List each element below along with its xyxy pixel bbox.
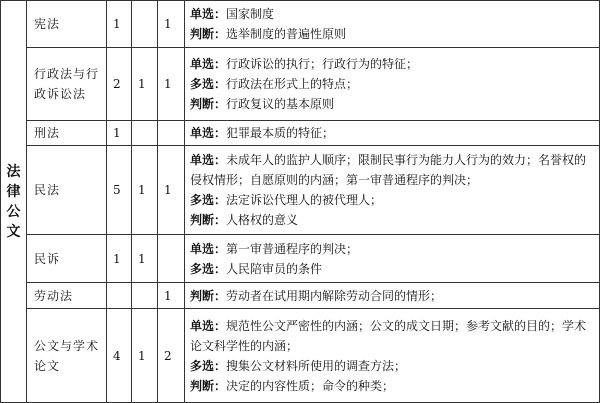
topic-line — [190, 286, 595, 306]
single-choice-count: 4 — [107, 309, 132, 403]
topic-description — [185, 309, 600, 403]
question-type-label: 单选： — [190, 318, 227, 333]
topic-text: 劳动者在试用期内解除劳动合同的情形； — [226, 288, 443, 303]
multi-choice-count: 1 — [132, 146, 158, 235]
topic-line — [190, 316, 595, 356]
topic-description — [185, 146, 600, 235]
subject-cell: 刑法 — [27, 121, 107, 146]
question-type-label: 单选： — [190, 7, 227, 21]
topic-line — [190, 190, 595, 210]
judgment-count: 1 — [158, 146, 185, 235]
subject-cell: 宪法 — [27, 1, 107, 48]
question-type-label: 单选： — [190, 153, 227, 167]
table-row — [1, 283, 600, 309]
subject-cell: 劳动法 — [27, 283, 107, 309]
topic-text: 行政复议的基本原则 — [226, 97, 335, 111]
subject-cell: 行政法与行政诉讼法 — [27, 48, 107, 121]
question-type-label: 多选： — [190, 261, 227, 276]
question-type-label: 多选： — [190, 193, 227, 207]
table-row — [1, 146, 600, 235]
topic-text: 人民陪审员的条件 — [226, 261, 323, 276]
topic-text: 未成年人的监护人顺序；限制民事行为能力人行为的效力；名誉权的侵权情形；自愿原则的内涵；第一审普通程序的判决； — [190, 153, 587, 187]
table-row — [1, 309, 600, 403]
question-type-label: 判断： — [190, 97, 227, 111]
single-choice-count: 1 — [107, 121, 132, 146]
topic-text: 行政法在形式上的特点； — [226, 77, 359, 91]
topic-line — [190, 54, 595, 74]
topic-description — [185, 48, 600, 121]
topic-description — [185, 235, 600, 283]
topic-text: 选举制度的普遍性原则 — [226, 27, 347, 41]
topic-line — [190, 210, 595, 230]
single-choice-count: 1 — [107, 235, 132, 283]
subject-cell: 公文与学术论文 — [27, 309, 107, 403]
topic-text: 决定的内容性质；命令的种类； — [226, 378, 395, 393]
judgment-count: 1 — [158, 1, 185, 48]
table-row — [1, 121, 600, 146]
judgment-count: 1 — [158, 283, 185, 309]
question-type-label: 判断： — [190, 27, 227, 41]
question-type-label: 多选： — [190, 77, 227, 91]
question-type-label: 单选： — [190, 57, 227, 71]
topic-text: 人格权的意义 — [226, 213, 299, 227]
topic-line — [190, 94, 595, 114]
question-type-label: 判断： — [190, 288, 227, 303]
multi-choice-count — [132, 283, 158, 309]
topic-line — [190, 376, 595, 396]
topic-text: 法定诉讼代理人的被代理人； — [226, 193, 383, 207]
question-type-label: 判断： — [190, 378, 227, 393]
topic-line — [190, 259, 595, 279]
topic-line — [190, 356, 595, 376]
topic-description — [185, 121, 600, 146]
multi-choice-count — [132, 121, 158, 146]
topic-line — [190, 74, 595, 94]
question-type-label: 单选： — [190, 126, 227, 140]
category-label: 法律公文 — [6, 163, 21, 240]
multi-choice-count — [132, 1, 158, 48]
topic-text: 规范性公文严密性的内涵；公文的成文日期；参考文献的目的；学术论文科学性的内涵； — [190, 318, 587, 353]
topic-text: 第一审普通程序的判决； — [226, 241, 359, 256]
single-choice-count: 2 — [107, 48, 132, 121]
topic-text: 犯罪最本质的特征； — [226, 126, 335, 140]
judgment-count — [158, 235, 185, 283]
multi-choice-count: 1 — [132, 235, 158, 283]
topic-text: 国家制度 — [226, 7, 275, 21]
topic-description — [185, 283, 600, 309]
topic-text: 搜集公文材料所使用的调查方法； — [226, 358, 407, 373]
topic-line — [190, 150, 595, 190]
judgment-count: 2 — [158, 309, 185, 403]
single-choice-count: 5 — [107, 146, 132, 235]
topic-text: 行政诉讼的执行；行政行为的特征； — [226, 57, 419, 71]
multi-choice-count: 1 — [132, 48, 158, 121]
question-type-label: 判断： — [190, 213, 227, 227]
topic-line — [190, 24, 595, 44]
judgment-count: 1 — [158, 48, 185, 121]
topic-line — [190, 239, 595, 259]
topic-line — [190, 123, 595, 143]
judgment-count — [158, 121, 185, 146]
table-row — [1, 1, 600, 48]
subject-cell: 民诉 — [27, 235, 107, 283]
single-choice-count: 1 — [107, 1, 132, 48]
question-type-label: 单选： — [190, 241, 227, 256]
table-row — [1, 48, 600, 121]
topic-line — [190, 4, 595, 24]
single-choice-count — [107, 283, 132, 309]
table-row — [1, 235, 600, 283]
topic-description — [185, 1, 600, 48]
category-cell — [1, 1, 27, 403]
multi-choice-count: 1 — [132, 309, 158, 403]
question-type-label: 多选： — [190, 358, 227, 373]
subject-cell: 民法 — [27, 146, 107, 235]
